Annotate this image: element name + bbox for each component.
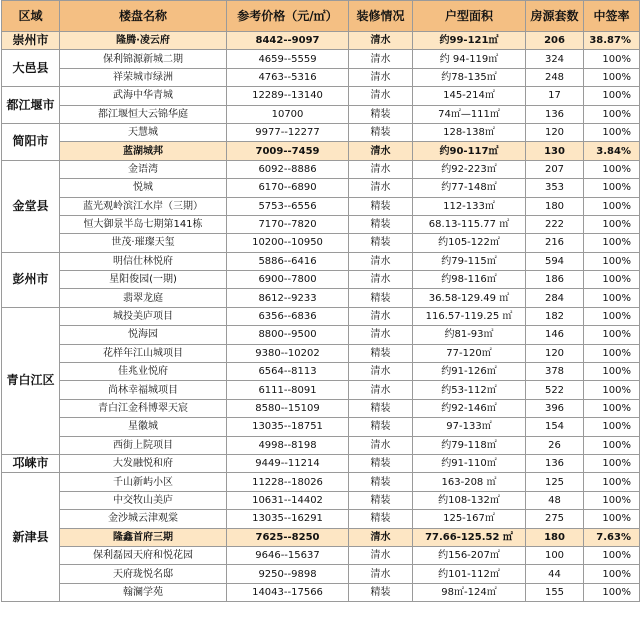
price-cell: 14043--17566 — [227, 583, 349, 601]
price-cell: 9380--10202 — [227, 344, 349, 362]
decoration-cell: 精装 — [349, 215, 413, 233]
decoration-cell: 清水 — [349, 528, 413, 546]
price-cell: 12289--13140 — [227, 87, 349, 105]
unit-count-cell: 378 — [526, 363, 584, 381]
project-name-cell: 翡翠龙庭 — [60, 289, 227, 307]
project-name-cell: 城投美庐项目 — [60, 307, 227, 325]
project-name-cell: 星阳俊园(一期) — [60, 271, 227, 289]
unit-count-cell: 324 — [526, 50, 584, 68]
decoration-cell: 精装 — [349, 197, 413, 215]
unit-area-cell: 约77-148㎡ — [413, 179, 526, 197]
unit-count-cell: 216 — [526, 234, 584, 252]
price-cell: 7625--8250 — [227, 528, 349, 546]
table-row — [2, 289, 640, 307]
unit-count-cell: 130 — [526, 142, 584, 160]
price-cell: 8612--9233 — [227, 289, 349, 307]
table-row — [2, 179, 640, 197]
unit-area-cell: 约79-115㎡ — [413, 252, 526, 270]
unit-count-cell: 396 — [526, 399, 584, 417]
unit-area-cell: 112-133㎡ — [413, 197, 526, 215]
unit-area-cell: 约92-223㎡ — [413, 160, 526, 178]
price-cell: 11228--18026 — [227, 473, 349, 491]
table-row — [2, 399, 640, 417]
table-row — [2, 50, 640, 68]
unit-count-cell: 136 — [526, 105, 584, 123]
decoration-cell: 精装 — [349, 454, 413, 472]
price-cell: 6092--8886 — [227, 160, 349, 178]
project-name-cell: 翰澜学苑 — [60, 583, 227, 601]
unit-area-cell: 128-138㎡ — [413, 123, 526, 141]
table-row — [2, 105, 640, 123]
unit-count-cell: 120 — [526, 123, 584, 141]
region-cell: 简阳市 — [2, 123, 60, 160]
win-rate-cell: 3.84% — [584, 142, 640, 160]
decoration-cell: 精装 — [349, 473, 413, 491]
unit-count-cell: 248 — [526, 68, 584, 86]
decoration-cell: 精装 — [349, 399, 413, 417]
header-unit-area: 户型面积 — [413, 1, 526, 32]
win-rate-cell: 100% — [584, 344, 640, 362]
project-name-cell: 天慧城 — [60, 123, 227, 141]
win-rate-cell: 100% — [584, 179, 640, 197]
region-cell: 都江堰市 — [2, 87, 60, 124]
table-row — [2, 160, 640, 178]
project-name-cell: 千山新屿小区 — [60, 473, 227, 491]
project-name-cell: 世茂·璀璨天玺 — [60, 234, 227, 252]
unit-area-cell: 145-214㎡ — [413, 87, 526, 105]
unit-area-cell: 约108-132㎡ — [413, 491, 526, 509]
unit-area-cell: 约105-122㎡ — [413, 234, 526, 252]
price-cell: 7170--7820 — [227, 215, 349, 233]
project-name-cell: 大发融悦和府 — [60, 454, 227, 472]
price-cell: 9449--11214 — [227, 454, 349, 472]
decoration-cell: 清水 — [349, 87, 413, 105]
decoration-cell: 清水 — [349, 363, 413, 381]
project-name-cell: 保利锦源新城二期 — [60, 50, 227, 68]
unit-area-cell: 98㎡-124㎡ — [413, 583, 526, 601]
decoration-cell: 清水 — [349, 32, 413, 50]
decoration-cell: 清水 — [349, 271, 413, 289]
win-rate-cell: 7.63% — [584, 528, 640, 546]
project-name-cell: 悦海园 — [60, 326, 227, 344]
project-name-cell: 天府珑悦名邸 — [60, 565, 227, 583]
unit-area-cell: 97-133㎡ — [413, 418, 526, 436]
price-cell: 7009--7459 — [227, 142, 349, 160]
price-cell: 5753--6556 — [227, 197, 349, 215]
table-row — [2, 454, 640, 472]
project-name-cell: 隆腾·凌云府 — [60, 32, 227, 50]
project-name-cell: 佳兆业悦府 — [60, 363, 227, 381]
win-rate-cell: 100% — [584, 50, 640, 68]
win-rate-cell: 100% — [584, 326, 640, 344]
table-row — [2, 491, 640, 509]
win-rate-cell: 100% — [584, 289, 640, 307]
project-name-cell: 隆鑫首府三期 — [60, 528, 227, 546]
project-name-cell: 西街上院项目 — [60, 436, 227, 454]
decoration-cell: 精装 — [349, 510, 413, 528]
win-rate-cell: 100% — [584, 307, 640, 325]
project-name-cell: 武海中华青城 — [60, 87, 227, 105]
win-rate-cell: 100% — [584, 436, 640, 454]
price-cell: 13035--18751 — [227, 418, 349, 436]
decoration-cell: 清水 — [349, 50, 413, 68]
project-name-cell: 青白江金科博翠天宸 — [60, 399, 227, 417]
unit-count-cell: 206 — [526, 32, 584, 50]
project-name-cell: 悦城 — [60, 179, 227, 197]
win-rate-cell: 100% — [584, 105, 640, 123]
project-name-cell: 蓝光观岭滨江水岸（三期） — [60, 197, 227, 215]
unit-count-cell: 154 — [526, 418, 584, 436]
project-name-cell: 都江堰恒大云锦华庭 — [60, 105, 227, 123]
decoration-cell: 清水 — [349, 565, 413, 583]
unit-area-cell: 约98-116㎡ — [413, 271, 526, 289]
win-rate-cell: 100% — [584, 160, 640, 178]
decoration-cell: 精装 — [349, 123, 413, 141]
unit-area-cell: 约91-126㎡ — [413, 363, 526, 381]
unit-count-cell: 155 — [526, 583, 584, 601]
decoration-cell: 清水 — [349, 307, 413, 325]
win-rate-cell: 100% — [584, 510, 640, 528]
table-row — [2, 381, 640, 399]
unit-area-cell: 约101-112㎡ — [413, 565, 526, 583]
price-cell: 6170--6890 — [227, 179, 349, 197]
table-row — [2, 197, 640, 215]
decoration-cell: 精装 — [349, 105, 413, 123]
unit-count-cell: 353 — [526, 179, 584, 197]
region-cell: 邛崃市 — [2, 454, 60, 472]
win-rate-cell: 100% — [584, 473, 640, 491]
table-row — [2, 68, 640, 86]
win-rate-cell: 100% — [584, 399, 640, 417]
win-rate-cell: 100% — [584, 454, 640, 472]
table-row — [2, 87, 640, 105]
unit-area-cell: 116.57-119.25 ㎡ — [413, 307, 526, 325]
unit-count-cell: 207 — [526, 160, 584, 178]
unit-count-cell: 180 — [526, 528, 584, 546]
unit-count-cell: 48 — [526, 491, 584, 509]
win-rate-cell: 100% — [584, 363, 640, 381]
project-name-cell: 金语湾 — [60, 160, 227, 178]
price-cell: 8580--15109 — [227, 399, 349, 417]
unit-area-cell: 约 94-119㎡ — [413, 50, 526, 68]
project-name-cell: 明信仕林悦府 — [60, 252, 227, 270]
win-rate-cell: 100% — [584, 123, 640, 141]
win-rate-cell: 100% — [584, 381, 640, 399]
price-cell: 6111--8091 — [227, 381, 349, 399]
unit-area-cell: 163-208 ㎡ — [413, 473, 526, 491]
unit-area-cell: 77.66-125.52 ㎡ — [413, 528, 526, 546]
table-row — [2, 436, 640, 454]
unit-count-cell: 182 — [526, 307, 584, 325]
win-rate-cell: 100% — [584, 87, 640, 105]
decoration-cell: 清水 — [349, 179, 413, 197]
decoration-cell: 清水 — [349, 142, 413, 160]
header-project-name: 楼盘名称 — [60, 1, 227, 32]
table-row — [2, 363, 640, 381]
price-cell: 6356--6836 — [227, 307, 349, 325]
unit-count-cell: 222 — [526, 215, 584, 233]
unit-area-cell: 74㎡—111㎡ — [413, 105, 526, 123]
header-row — [2, 1, 640, 32]
win-rate-cell: 100% — [584, 491, 640, 509]
project-name-cell: 金沙城云津观棠 — [60, 510, 227, 528]
header-region: 区域 — [2, 1, 60, 32]
price-cell: 6900--7800 — [227, 271, 349, 289]
win-rate-cell: 100% — [584, 215, 640, 233]
unit-area-cell: 约156-207㎡ — [413, 546, 526, 564]
unit-count-cell: 136 — [526, 454, 584, 472]
win-rate-cell: 100% — [584, 197, 640, 215]
table-row — [2, 546, 640, 564]
table-row — [2, 123, 640, 141]
decoration-cell: 清水 — [349, 68, 413, 86]
price-cell: 8800--9500 — [227, 326, 349, 344]
project-name-cell: 中交牧山美庐 — [60, 491, 227, 509]
table-row — [2, 307, 640, 325]
project-name-cell: 尚林幸福城项目 — [60, 381, 227, 399]
decoration-cell: 精装 — [349, 491, 413, 509]
table-row — [2, 326, 640, 344]
project-name-cell: 星徽城 — [60, 418, 227, 436]
region-cell: 彭州市 — [2, 252, 60, 307]
unit-count-cell: 146 — [526, 326, 584, 344]
price-cell: 10700 — [227, 105, 349, 123]
unit-area-cell: 约53-112㎡ — [413, 381, 526, 399]
win-rate-cell: 100% — [584, 565, 640, 583]
price-cell: 4659--5559 — [227, 50, 349, 68]
header-reference-price: 参考价格（元/㎡） — [227, 1, 349, 32]
region-cell: 青白江区 — [2, 307, 60, 454]
price-cell: 6564--8113 — [227, 363, 349, 381]
table-row — [2, 583, 640, 601]
unit-area-cell: 77-120㎡ — [413, 344, 526, 362]
table-row — [2, 252, 640, 270]
price-cell: 10631--14402 — [227, 491, 349, 509]
price-cell: 4763--5316 — [227, 68, 349, 86]
header-decoration: 装修情况 — [349, 1, 413, 32]
table-row — [2, 473, 640, 491]
win-rate-cell: 100% — [584, 252, 640, 270]
unit-count-cell: 120 — [526, 344, 584, 362]
win-rate-cell: 38.87% — [584, 32, 640, 50]
decoration-cell: 精装 — [349, 344, 413, 362]
table-row — [2, 418, 640, 436]
unit-area-cell: 约78-135㎡ — [413, 68, 526, 86]
unit-count-cell: 284 — [526, 289, 584, 307]
housing-lottery-table — [1, 0, 640, 602]
win-rate-cell: 100% — [584, 546, 640, 564]
unit-count-cell: 186 — [526, 271, 584, 289]
price-cell: 4998--8198 — [227, 436, 349, 454]
price-cell: 5886--6416 — [227, 252, 349, 270]
price-cell: 9250--9898 — [227, 565, 349, 583]
table-row — [2, 344, 640, 362]
unit-area-cell: 68.13-115.77 ㎡ — [413, 215, 526, 233]
price-cell: 10200--10950 — [227, 234, 349, 252]
price-cell: 9977--12277 — [227, 123, 349, 141]
unit-count-cell: 44 — [526, 565, 584, 583]
decoration-cell: 清水 — [349, 436, 413, 454]
unit-area-cell: 36.58-129.49 ㎡ — [413, 289, 526, 307]
price-cell: 13035--16291 — [227, 510, 349, 528]
unit-count-cell: 180 — [526, 197, 584, 215]
price-cell: 9646--15637 — [227, 546, 349, 564]
unit-area-cell: 约79-118㎡ — [413, 436, 526, 454]
decoration-cell: 精装 — [349, 289, 413, 307]
unit-area-cell: 约92-146㎡ — [413, 399, 526, 417]
region-cell: 崇州市 — [2, 32, 60, 50]
unit-count-cell: 275 — [526, 510, 584, 528]
project-name-cell: 花样年江山城项目 — [60, 344, 227, 362]
table-row — [2, 215, 640, 233]
unit-count-cell: 594 — [526, 252, 584, 270]
project-name-cell: 恒大御景半岛七期第141栋 — [60, 215, 227, 233]
win-rate-cell: 100% — [584, 234, 640, 252]
unit-count-cell: 17 — [526, 87, 584, 105]
win-rate-cell: 100% — [584, 271, 640, 289]
region-cell: 大邑县 — [2, 50, 60, 87]
win-rate-cell: 100% — [584, 418, 640, 436]
win-rate-cell: 100% — [584, 583, 640, 601]
unit-count-cell: 26 — [526, 436, 584, 454]
region-cell: 新津县 — [2, 473, 60, 602]
table-row — [2, 510, 640, 528]
decoration-cell: 清水 — [349, 326, 413, 344]
unit-area-cell: 125-167㎡ — [413, 510, 526, 528]
table-row — [2, 32, 640, 50]
table-row — [2, 271, 640, 289]
unit-area-cell: 约91-110㎡ — [413, 454, 526, 472]
decoration-cell: 精装 — [349, 583, 413, 601]
header-unit-count: 房源套数 — [526, 1, 584, 32]
table-row — [2, 565, 640, 583]
unit-count-cell: 125 — [526, 473, 584, 491]
unit-count-cell: 100 — [526, 546, 584, 564]
win-rate-cell: 100% — [584, 68, 640, 86]
unit-area-cell: 约99-121㎡ — [413, 32, 526, 50]
table-row — [2, 234, 640, 252]
project-name-cell: 祥荣城市绿洲 — [60, 68, 227, 86]
decoration-cell: 精装 — [349, 418, 413, 436]
decoration-cell: 清水 — [349, 252, 413, 270]
unit-count-cell: 522 — [526, 381, 584, 399]
unit-area-cell: 约81-93㎡ — [413, 326, 526, 344]
decoration-cell: 精装 — [349, 234, 413, 252]
price-cell: 8442--9097 — [227, 32, 349, 50]
unit-area-cell: 约90-117㎡ — [413, 142, 526, 160]
header-win-rate: 中签率 — [584, 1, 640, 32]
region-cell: 金堂县 — [2, 160, 60, 252]
table-row — [2, 142, 640, 160]
decoration-cell: 清水 — [349, 160, 413, 178]
project-name-cell: 蓝湖城邦 — [60, 142, 227, 160]
table-row — [2, 528, 640, 546]
project-name-cell: 保利磊园天府和悦花园 — [60, 546, 227, 564]
decoration-cell: 清水 — [349, 546, 413, 564]
table-body — [2, 32, 640, 602]
decoration-cell: 清水 — [349, 381, 413, 399]
